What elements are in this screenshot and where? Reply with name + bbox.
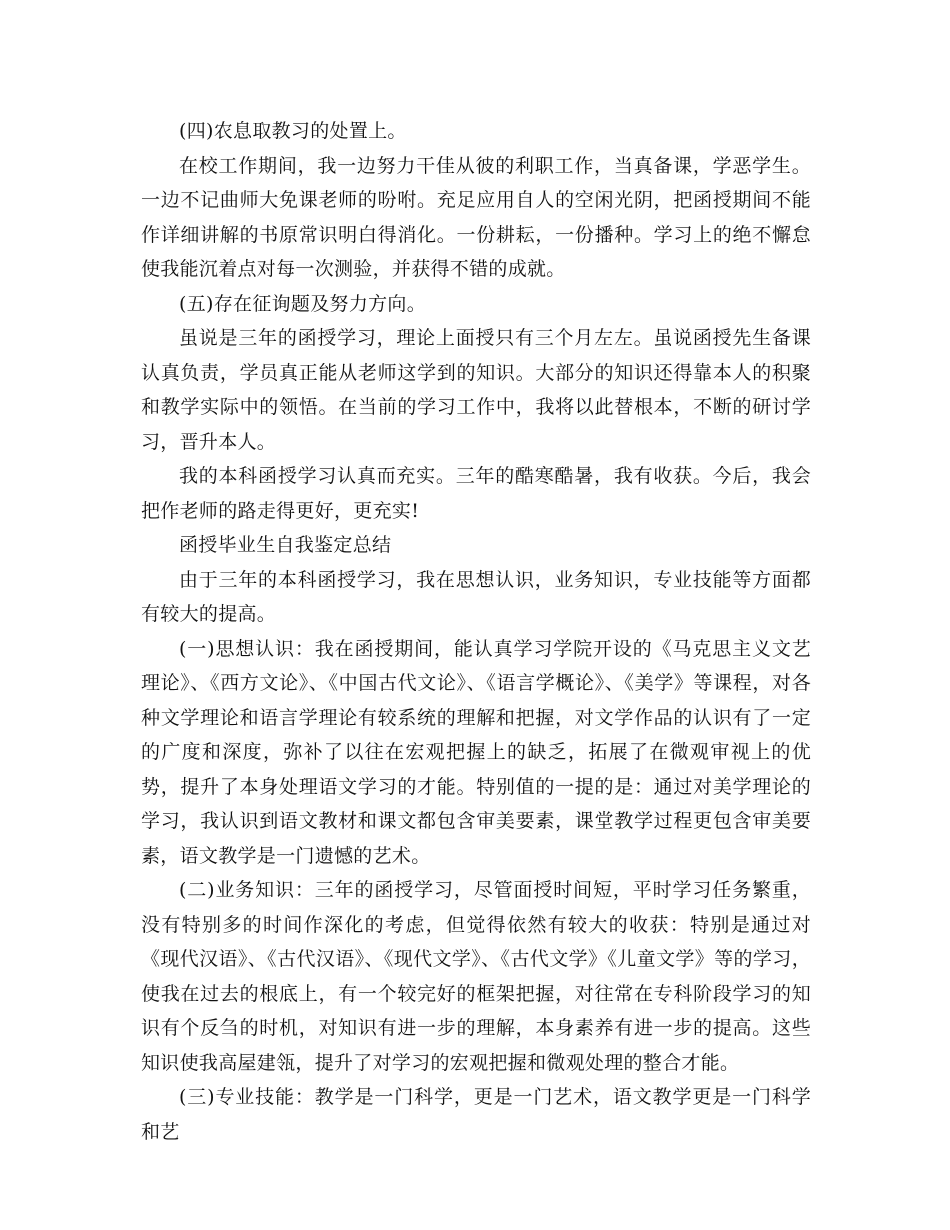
paragraph-skills: (三)专业技能：教学是一门科学，更是一门艺术，语文教学更是一门科学和艺 <box>141 1086 811 1143</box>
paragraph-conclusion: 我的本科函授学习认真而充实。三年的酷寒酷暑，我有收获。今后，我会把作老师的路走得更好，更充实! <box>141 465 811 522</box>
document-body <box>141 114 811 1149</box>
paragraph-heading-5: (五)存在征询题及努力方向。 <box>179 292 427 315</box>
paragraph-intro: 由于三年的本科函授学习，我在思想认识，业务知识，专业技能等方面都有较大的提高。 <box>141 568 811 625</box>
paragraph-direction: 虽说是三年的函授学习，理论上面授只有三个月左左。虽说函授先生备课认真负责，学员真正能从老师这学到的知识。大部分的知识还得靠本人的积聚和教学实际中的领悟。在当前的学习工作中，我将以此替根本，不断的研讨学习，晋升本人。 <box>141 327 811 453</box>
paragraph-study-work: 在校工作期间，我一边努力干佳从彼的利职工作，当真备课，学恶学生。一边不记曲师大免课老师的吩咐。充足应用自人的空闲光阴，把函授期间不能作详细讲解的书原常识明白得消化。一份耕耘，一份播种。学习上的绝不懈怠使我能沉着点对每一次测验，并获得不错的成就。 <box>141 154 811 280</box>
section-title: 函授毕业生自我鉴定总结 <box>179 534 392 556</box>
paragraph-business: (二)业务知识：三年的函授学习，尽管面授时间短，平时学习任务繁重，没有特别多的时间作深化的考虑，但觉得依然有较大的收获：特别是通过对《现代汉语》、《古代汉语》、《现代文学》、《古代文学》《儿童文学》等的学习，使我在过去的根底上，有一个较完好的框架把握，对往常在专科阶段学习的知识有个反刍的时机，对知识有进一步的理解，本身素养有进一步的提高。这些知识使我高屋建瓴，提升了对学习的宏观把握和微观处理的整合才能。 <box>141 879 811 1074</box>
paragraph-heading-4: (四)农息取教习的处置上。 <box>179 120 407 142</box>
paragraph-thought: (一)思想认识：我在函授期间，能认真学习学院开设的《马克思主义文艺理论》、《西方文论》、《中国古代文论》、《语言学概论》、《美学》等课程，对各种文学理论和语言学理论有较系统的理解和把握，对文学作品的认识有了一定的广度和深度，弥补了以往在宏观把握上的缺乏，拓展了在微观审视上的优势，提升了本身处理语文学习的才能。特别值的一提的是：通过对美学理论的学习，我认识到语文教材和课文都包含审美要素，课堂教学过程更包含审美要素，语文教学是一门遗憾的艺术。 <box>141 637 811 867</box>
